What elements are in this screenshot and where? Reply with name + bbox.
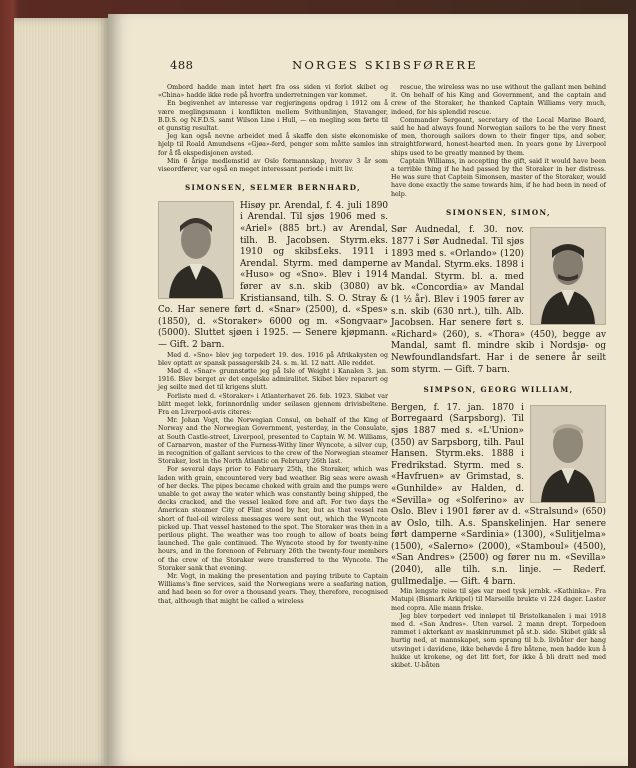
bio-note: Med d. «Sno» blev jeg torpedert 19. des. 1916 på Afrikakysten og blev optatt av spansk passagerskib 24. s. m. kl. 12 natt. Alle reddet.: [158, 351, 388, 367]
bio-note: Mr. Vogt, in making the presentation and paying tribute to Captain Williams's fine services, said the Norwegians were a seafaring nation, and had been so for over a thousand years. They, therefore, recognised that, although that might be called a wireless: [158, 573, 388, 605]
bio-note: Min lengste reise til sjøs var med tysk jernbk. «Kathinka». Fra Matupi (Bismark Arkipel) til Marseille brukte vi 224 dager. Laster med copra. Alle mann friske.: [391, 588, 606, 612]
book-page: [108, 14, 628, 766]
bio-text-simpson: Bergen, f. 17. jan. 1870 i Borregaard (Sarpsborg). Til sjøs 1887 med s. «L'Union» (350) av Sarpsborg, tilh. Paul Hansen. Styrm.eks. 1888 i Fredrikstad. Styrm. med s. «Havfruen» av Grimstad, s. «Gunhilde» av Halden, d. «Sevilla» og «Solferino» av Oslo. Blev i 1901 fører av d. «Stralsund» (650) av Oslo, tilh. A.s. Spanskelinjen. Har senere ført damperne «Sardinia» (1300), «Sulitjelma» (1500), «Salerno» (2000), «Stamboul» (4500), «San Andres» (2500) og fører nu m. «Sevilla» (2040), alle tilh. s.n. linje. — Rederf. gullmedalje. — Gift. 4 barn.: [391, 402, 606, 587]
right-column: [391, 84, 606, 670]
intro-paragraph: Jeg kan også nevne arbeidet med å skaffe den siste økonomiske hjelp til Roald Amundsens «Gjøa»-ferd, penger som måtte samles inn for å få ekspedisjonen avsted.: [158, 133, 388, 157]
continuation-paragraph: Captain Williams, in accepting the gift, said it would have been a terrible thing if he had passed by the Storaker in her distress. He was sure that Captein Simonsen, master of the Storaker, would have done exactly the same towards him, if he had been in need of help.: [391, 157, 606, 198]
bio-text-selmer: Hisøy pr. Arendal, f. 4. juli 1890 i Arendal. Til sjøs 1906 med s. «Ariel» (885 brt.) av Arendal, tilh. B. Jacobsen. Styrm.eks. 1910 og skibsf.eks. 1911 i Arendal. Styrm. med damperne «Huso» og «Sno». Blev i 1914 fører av s.n. skib (3080) av Kristiansand, tilh. S. O. Stray & Co. Har senere ført d. «Snar» (2500), d. «Spes» (1850), d. «Storaker» 6000 og m. «Songvaar» (5000). Sluttet sjøen i 1925. — Senere kjøpmann. — Gift. 2 barn.: [158, 200, 388, 350]
portrait-image: [531, 228, 605, 324]
bio-text-simon: Sør Audnedal, f. 30. nov. 1877 i Sør Audnedal. Til sjøs 1893 med s. «Orlando» (120) av Mandal. Styrm.eks. 1898 i Mandal. Styrm. bl. a. med bk. «Concordia» av Mandal (1 ½ år). Blev i 1905 fører av s.n. skib (630 nrt.), tilh. Alb. Jacobsen. Har senere ført s. «Richard» (260), s. «Thora» (450), begge av Mandal, samt fl. mindre skib i Nordsjø- og Newfoundlandsfart. Har i de senere år seilt som styrm. — Gift. 7 barn.: [391, 225, 606, 375]
portrait-photo-simpson: [530, 405, 606, 503]
bio-note: Med d. «Snar» grunnstøtte jeg på Isle of Weight i Kanalen 3. jan. 1916. Blev berget av det engelske admiralitet. Skibet blev reparert og jeg seilte med det til krigens slutt.: [158, 367, 388, 392]
intro-paragraph: Ombord hadde man intet hørt fra oss siden vi forlot skibet og «China» hadde ikke rede på hvorfra underretningen var kommet.: [158, 84, 388, 100]
bio-heading-simpson: SIMPSON, GEORG WILLIAM,: [423, 385, 574, 395]
intro-paragraph: En begivenhet av interesse var regjeringens opdrag i 1912 om å være meglingsmann i konflikten mellem Svithunlinjen, Stavanger, B.D.S. og N.F.D.S. samt Wilson Line i Hull, — en megling som førte til et gunstig resultat.: [158, 100, 388, 133]
portrait-photo-selmer: [158, 201, 234, 299]
page-number: 488: [170, 58, 194, 72]
page-header: [170, 58, 600, 74]
continuation-paragraph: rescue, the wireless was no use without the gallant men behind it. On behalf of his King and Government, and the captain and crew of the Storaker, he thanked Captain Williams very much, indeed, for his splendid rescue.: [391, 84, 606, 116]
portrait-image: [159, 202, 233, 298]
bio-note: Jeg blev torpedert ved innløpet til Bristolkanalen i mai 1918 med d. «San Andres». Uten varsel. 2 mann drept. Torpedoen rammet i akterkant av maskinrummet på st.b. side. Skibet gikk så hurtig ned, at mannskapet, som sprang til b.b. livbåter der hang utsvinget i davidene, ikke behøvde å fire båtene, men hadde kun å hukke ut krokene, og det litt fort, for ikke å bli dratt ned med skibet. U-båten: [391, 612, 606, 670]
page-title: NORGES SKIBSFØRERE: [292, 58, 478, 72]
portrait-photo-simon: [530, 227, 606, 325]
portrait-image: [531, 406, 605, 502]
page-edges: [14, 18, 109, 766]
bio-note: Forliste med d. «Storaker» i Atlanterhavet 26. feb. 1923. Skibet var blitt meget lekk, forinnordnlig under seilasen gjennem drivisbeltene. Fra en Liverpool-avis citeres:: [158, 392, 388, 416]
continuation-paragraph: Commander Sergeant, secretary of the Local Marine Board, said he had always found Norwegian sailors to be the very finest of men, thorough sailors down to their finger tips, and sober, straightforward, honest-hearted men. In years gone by Liverpool ships used to be greatly manned by them.: [391, 116, 606, 157]
bio-note: Mr. Johan Vogt, the Norwegian Consul, on behalf of the King of Norway and the Norwegian Government, yesterday, in the Consulate, at South Castle-street, Liverpool, presented to Captain W. M. Williams, of Carnarvon, master of the Furness-Withy liner Wyncote, a silver cup, in recognition of gallant services to the crew of the Norwegian steamer Storaker, lost in the North Atlantic on February 26th last.: [158, 417, 388, 466]
bio-heading-simon: SIMONSEN, SIMON,: [446, 207, 551, 217]
left-column: [158, 84, 388, 606]
bio-heading-selmer: SIMONSEN, SELMER BERNHARD,: [184, 183, 362, 193]
bio-note: For several days prior to February 25th, the Storaker, which was laden with grain, encountered very bad weather. Big seas were awash of her decks. The pipes became choked with grain and the pumps were unable to get away the water which was constantly being shipped, the decks cracked, and the vessel leaked fore and aft. For two days the American steamer City of Flint stood by her, but as that vessel ran short of fuel-oil wireless messages were sent out, which the Wyncote picked up. That vessel hastened to the spot. The Storaker was then in a perilous plight. The weather was too rough to allow of boats being launched. The gale continued. The Wyncote stood by for twenty-nine hours, and in the forenoon of February 26th the twenty-four members of the crew of the Storaker were transferred to the Wyncote. The Storaker sank that evening.: [158, 466, 388, 572]
intro-paragraph: Min 6 årige medlemstid av Oslo formannskap, hvorav 3 år som viseordfører, var også en meget interessant periode i mitt liv.: [158, 157, 388, 174]
